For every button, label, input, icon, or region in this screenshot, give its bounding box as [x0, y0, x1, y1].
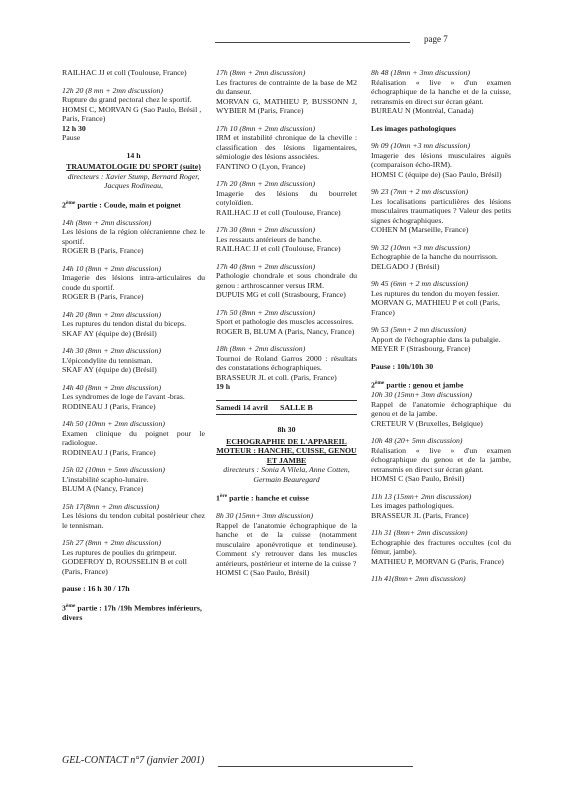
entry-title: Les syndromes de loge de l'avant -bras.	[62, 392, 185, 402]
entry-title: Les lésions du tendon cubital postérieur chez le tennisman.	[62, 511, 205, 530]
program-entry	[62, 346, 205, 375]
entry-time: 15h 02 (10mn + 5mn discussion)	[62, 465, 165, 475]
entry-authors: RODINEAU J (Paris, France)	[62, 447, 156, 457]
section-heading: ECHOGRAPHIE DE L'APPAREIL MOTEUR : HANCHE, CUISSE, GENOU ET JAMBE	[216, 436, 357, 465]
column-3	[371, 68, 511, 592]
program-entry	[62, 218, 205, 256]
entry-time: 14h 10 (8mn + 2mn discussion)	[62, 263, 162, 273]
entry-title: Pathologie chondrale et sous chondrale du genou : arthroscanner versus IRM.	[216, 271, 357, 290]
program-entry	[371, 243, 511, 272]
entry-authors: MEYER F (Strasbourg, France)	[371, 344, 471, 353]
program-entry	[216, 511, 357, 578]
entry-time: 9h 53 (5mn+ 2 mn discussion)	[371, 325, 467, 334]
program-entry	[216, 225, 357, 254]
program-entry	[371, 390, 511, 428]
entry-title: Imagerie des lésions du bourrelet cotyloïdien.	[216, 188, 357, 207]
entry-time: 14h (8mn + 2mn discussion)	[62, 217, 152, 227]
room-label: SALLE B	[279, 402, 313, 412]
program-entry	[371, 574, 511, 584]
program-entry	[62, 383, 205, 412]
part-heading: 2ème partie : genou et jambe	[371, 380, 464, 390]
entry-title: Les fractures de contrainte de la base de M2 du danseur.	[216, 77, 357, 96]
entry-authors: SKAF AY (équipe de) (Brésil)	[62, 328, 157, 338]
part-heading: 2ème partie : Coude, main et poignet	[62, 199, 181, 210]
program-entry	[371, 436, 511, 484]
entry-time: 11h 13 (15mn+ 2mn discussion)	[371, 491, 472, 501]
entry-title: Sport et pathologie des muscles accessoires.	[216, 317, 354, 326]
program-entry	[371, 141, 511, 179]
entry-authors: COHEN M (Marseille, France)	[371, 225, 469, 234]
entry-title: L'épicondylite du tennisman.	[62, 355, 153, 365]
entry-authors: GODEFROY D, ROUSSELIN B et coll (Paris, France)	[62, 557, 187, 576]
program-entry	[62, 465, 205, 494]
entry-time: 14h 40 (8mn + 2mn discussion)	[62, 382, 162, 392]
entry-authors: RAILHAC JJ et coll (Toulouse, France)	[216, 207, 341, 217]
program-entry	[216, 68, 357, 116]
entry-authors: MATHIEU P, MORVAN G (Paris, France)	[371, 556, 504, 566]
entry-title: L'instabilité scapho-lunaire.	[62, 474, 149, 484]
entry-title: Rupture du grand pectoral chez le sportif.	[62, 95, 192, 104]
entry-authors: BRASSEUR JL et coll. (Paris, France)	[216, 372, 337, 382]
program-entry	[216, 308, 357, 337]
pause-label: Pause	[62, 133, 81, 142]
entry-time: 9h 32 (10mn +3 mn discussion)	[371, 242, 471, 252]
entry-title: Rappel de l'anatomie échographique du genou et de la jambe.	[371, 399, 511, 419]
entry-title: Imagerie des lésions intra-articulaires du coude du sportif.	[62, 273, 205, 292]
day-label: Samedi 14 avril	[216, 402, 268, 412]
footer-rule	[218, 766, 413, 767]
entry-authors: HOMSI C, MORVAN G (Sao Paulo, Brésil , Paris, France)	[62, 104, 202, 123]
entry-time: 9h 23 (7mn + 2 mn discussion)	[371, 187, 469, 196]
entry-title: Les ruptures du tendon distal du biceps.	[62, 319, 187, 329]
section-heading: TRAUMATOLOGIE DU SPORT (suite)	[66, 162, 201, 171]
program-entry	[62, 502, 205, 531]
entry-title: Les lésions de la région olécranienne chez le sportif.	[62, 227, 205, 246]
entry-authors: FANTINO O (Lyon, France)	[216, 161, 306, 171]
entry-time: 18h (8mn + 2mn discussion)	[216, 344, 306, 353]
program-entry	[371, 279, 511, 317]
entry-time: 11h 31 (8mn+ 2mn discussion)	[371, 528, 468, 538]
entry-time: 9h 45 (6mn + 2 mn discussion)	[371, 279, 469, 288]
program-entry	[62, 264, 205, 302]
session-time: 12 h 30	[62, 123, 86, 133]
entry-authors: ROGER B (Paris, France)	[62, 246, 144, 256]
entry-time: 17h 30 (8mn + 2mn discussion)	[216, 225, 316, 234]
program-entry	[216, 344, 357, 392]
session-directors: directeurs : Sonia A Vilela, Anne Cotten, Germain Beauregard	[223, 465, 350, 484]
session-time: 14 h	[126, 150, 141, 160]
program-entry	[62, 86, 205, 143]
part-heading: 3ème partie : 17h /19h Membres inférieurs, divers	[62, 602, 202, 622]
entry-authors: BUREAU N (Montréal, Canada)	[371, 106, 474, 115]
entry-authors: HOMSI C (Sao Paulo, Brésil)	[216, 568, 310, 578]
entry-title: Les ruptures de poulies du grimpeur.	[62, 547, 177, 557]
entry-title: Les ressauts antérieurs de hanche.	[216, 234, 322, 244]
entry-title: Apport de l'échographie dans la pubalgie.	[371, 334, 501, 344]
entry-title: IRM et instabilité chronique de la cheville : classification des lésions ligamentaires, sémiologie des lésions associées.	[216, 133, 357, 161]
footer-publication: GEL-CONTACT n°7 (janvier 2001)	[62, 755, 205, 766]
entry-time: 10h 48 (20+ 5mn discussion)	[371, 436, 463, 446]
entry-authors: MORVAN G, MATHIEU P, BUSSONN J, WYBIER M (Paris, France)	[216, 96, 357, 115]
entry-title: Echographie de la hanche du nourrisson.	[371, 252, 498, 261]
entry-authors: HOMSI C (équipe de) (Sao Paulo, Brésil)	[371, 169, 502, 179]
program-entry	[216, 262, 357, 300]
entry-authors: DELGADO J (Brésil)	[371, 261, 440, 271]
page-number: page 7	[424, 34, 448, 44]
program-entry	[216, 179, 357, 217]
entry-title: Les localisations particulières des lésions musculaires traumatiques ? Valeur des petits signes échographiques.	[371, 196, 511, 225]
entry-time: 8h 30 (15mn+ 3mn discussion)	[216, 511, 314, 521]
pause-label: pause : 16 h 30 / 17h	[62, 584, 130, 594]
header-rule	[215, 42, 410, 43]
entry-time: 17h 20 (8mn + 2mn discussion)	[216, 179, 316, 188]
session-directors: directeurs : Xavier Stump, Bernard Roger, Jacques Rodineau,	[67, 171, 200, 190]
entry-title: Les images pathologiques.	[371, 501, 454, 511]
entry-time: 15h 17(8mn + 2mn discussion)	[62, 501, 160, 511]
session-time: 19 h	[216, 382, 231, 391]
column-1	[62, 68, 205, 630]
entry-title: Réalisation « live » d'un examen échographique de la hanche et de la cuisse, retransmis en direct sur écran géant.	[371, 77, 511, 106]
entry-authors: BLUM A (Nancy, France)	[62, 484, 144, 494]
program-entry	[62, 310, 205, 339]
program-entry	[371, 187, 511, 235]
entry-time: 12h 20 (8 mn + 2mn discussion)	[62, 85, 163, 95]
entry-title: Rappel de l'anatomie échographique de la hanche et de la cuisse (notamment musculaire aponévrotique et tendineuse). Comment s'y retrouver dans les muscles antérieurs, postérieur et interne de la cuisse ?	[216, 520, 357, 568]
entry-time: 17h 10 (8mn + 2mn discussion)	[216, 123, 316, 133]
entry-title: Echographie des fractures occultes (col du fémur, jambe).	[371, 537, 511, 557]
entry-time: 9h 09 (10mn +3 mn discussion)	[371, 141, 471, 150]
entry-time: 11h 41(8mn+ 2mn discussion)	[371, 574, 466, 584]
program-entry	[216, 124, 357, 172]
pause-label: Pause : 10h/10h 30	[371, 361, 434, 371]
entry-time: 14h 20 (8mn + 2mn discussion)	[62, 309, 162, 319]
entry-time: 10h 30 (15mn+ 3mn discussion)	[371, 390, 472, 400]
entry-authors: SKAF AY (équipe de) (Brésil)	[62, 365, 157, 375]
program-entry	[62, 538, 205, 576]
column-2	[216, 68, 357, 586]
section-heading: Les images pathologiques	[371, 123, 456, 133]
entry-authors: MORVAN G, MATHIEU P et coll (Paris, France)	[371, 298, 500, 317]
entry-authors: ROGER B, BLUM A (Paris, Nancy, France)	[216, 326, 355, 336]
entry-time: 17h (8mn + 2mn discussion)	[216, 68, 306, 77]
day-banner	[216, 400, 357, 416]
program-entry	[371, 528, 511, 566]
entry-time: 14h 50 (10mn + 2mn discussion)	[62, 419, 165, 429]
entry-authors: CRETEUR V (Bruxelles, Belgique)	[371, 418, 483, 428]
session-time: 8h 30	[277, 425, 296, 434]
entry-title: Tournoi de Roland Garros 2000 : résultats des constatations échographiques.	[216, 353, 357, 372]
program-entry	[62, 419, 205, 457]
entry-title: Imagerie des lésions musculaires aiguës (comparaison écho-IRM).	[371, 150, 511, 169]
part-heading: 1ère partie : hanche et cuisse	[216, 493, 309, 503]
entry-time: 8h 48 (18mn + 3mn discussion)	[371, 68, 471, 77]
entry-time: 17h 40 (8mn + 2mn discussion)	[216, 261, 316, 271]
entry-authors: RAILHAC JJ et coll (Toulouse, France)	[62, 68, 187, 77]
entry-time: 17h 50 (8mn + 2mn discussion)	[216, 307, 316, 317]
entry-title: Réalisation « live » d'un examen échographique du genou et de la jambe, retransmis en direct sur écran géant.	[371, 445, 511, 474]
entry-authors: BRASSEUR JL (Paris, France)	[371, 510, 469, 520]
entry-authors: RAILHAC JJ et coll (Toulouse, France)	[216, 244, 341, 253]
program-entry	[62, 68, 205, 78]
entry-authors: RODINEAU J (Paris, France)	[62, 401, 156, 411]
entry-authors: ROGER B (Paris, France)	[62, 292, 144, 302]
entry-title: Les ruptures du tendon du moyen fessier.	[371, 288, 500, 298]
program-entry	[371, 68, 511, 116]
entry-time: 14h 30 (8mn + 2mn discussion)	[62, 346, 162, 356]
entry-title: Examen clinique du poignet pour le radiologue.	[62, 428, 205, 448]
program-entry	[371, 325, 511, 354]
entry-authors: HOMSI C (Sao Paulo, Brésil)	[371, 474, 465, 484]
entry-authors: DUPUIS MG et coll (Strasbourg, France)	[216, 290, 346, 299]
entry-time: 15h 27 (8mn + 2mn discussion)	[62, 538, 162, 548]
program-entry	[371, 492, 511, 521]
